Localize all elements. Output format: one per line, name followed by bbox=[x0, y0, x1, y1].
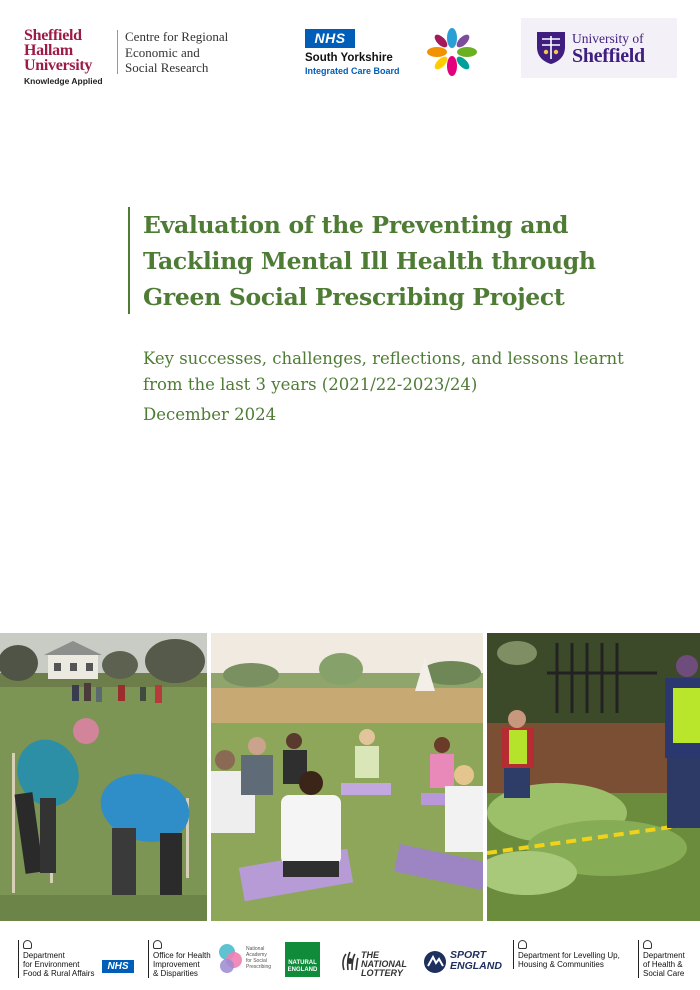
dhsc-line3: Social Care bbox=[643, 969, 685, 978]
royal-crest-icon bbox=[643, 940, 652, 949]
nasp-line3: for Social bbox=[246, 958, 267, 964]
funder-natural-england bbox=[285, 942, 320, 977]
shu-name-line1: Sheffield bbox=[24, 27, 82, 44]
dhsc-line1: Department bbox=[643, 951, 685, 960]
defra-line1: Department bbox=[23, 951, 65, 960]
funder-nhs: NHS bbox=[102, 960, 134, 973]
funder-dluhc bbox=[513, 940, 620, 969]
ohid-line3: & Disparities bbox=[153, 969, 198, 978]
cresr-name bbox=[125, 29, 228, 76]
nasp-circles-logo bbox=[218, 942, 244, 974]
lottery-line2: NATIONAL bbox=[361, 959, 407, 969]
defra-line3: Food & Rural Affairs bbox=[23, 969, 95, 978]
royal-crest-icon bbox=[153, 940, 162, 949]
dhsc-line2: of Health & bbox=[643, 960, 683, 969]
nhs-badge: NHS bbox=[305, 29, 355, 48]
lottery-line1: THE bbox=[361, 950, 379, 960]
university-shield-icon bbox=[536, 31, 566, 65]
funder-nasp bbox=[246, 946, 271, 970]
petal-flower-logo bbox=[424, 26, 480, 78]
nhs-sy-name: South Yorkshire bbox=[305, 52, 393, 64]
uos-line2: Sheffield bbox=[572, 45, 645, 67]
report-date: December 2024 bbox=[143, 405, 277, 424]
nasp-line4: Prescribing bbox=[246, 964, 272, 970]
funder-ohid bbox=[148, 940, 211, 978]
title-accent-rule bbox=[128, 207, 130, 314]
se-line2: ENGLAND bbox=[450, 960, 502, 972]
funder-defra bbox=[18, 940, 94, 978]
report-subtitle: Key successes, challenges, reflections, and lessons learnt from the last 3 years (2021/22-2023/24) bbox=[143, 349, 624, 394]
shu-logo bbox=[24, 28, 103, 86]
dluhc-line1: Department for Levelling Up, bbox=[518, 951, 620, 960]
funder-sport-england bbox=[450, 950, 502, 972]
cresr-line1: Centre for Regional bbox=[125, 29, 229, 44]
nasp-line2: Academy bbox=[246, 952, 267, 958]
ne-line2: ENGLAND bbox=[287, 967, 318, 973]
nasp-line1: National bbox=[246, 946, 265, 952]
cresr-line3: Social Research bbox=[125, 60, 209, 75]
funder-national-lottery bbox=[361, 951, 407, 978]
funder-dhsc bbox=[638, 940, 685, 978]
dluhc-line2: Housing & Communities bbox=[518, 960, 604, 969]
photo-tree-planting bbox=[0, 633, 207, 921]
shu-name-line2: Hallam bbox=[24, 42, 73, 59]
se-line1: SPORT bbox=[450, 949, 486, 961]
royal-crest-icon bbox=[518, 940, 527, 949]
shu-name-line3: University bbox=[24, 57, 93, 74]
photo-woodland-work bbox=[487, 633, 700, 921]
lottery-hand-icon bbox=[341, 950, 359, 972]
nhs-sy-subtitle: Integrated Care Board bbox=[305, 66, 400, 76]
uos-wordmark bbox=[572, 32, 645, 66]
royal-crest-icon bbox=[23, 940, 32, 949]
cresr-line2: Economic and bbox=[125, 44, 200, 60]
photo-outdoor-yoga bbox=[211, 633, 483, 921]
uos-line1: University of bbox=[572, 31, 644, 46]
ohid-line1: Office for Health bbox=[153, 951, 211, 960]
shu-tagline: Knowledge Applied bbox=[24, 76, 103, 86]
sport-england-icon bbox=[423, 950, 447, 974]
report-title: Evaluation of the Preventing and Tackling Mental Ill Health through Green Social Prescribing Project bbox=[143, 211, 596, 311]
shu-divider bbox=[117, 30, 118, 74]
ne-line1: NATURAL bbox=[288, 960, 317, 966]
ohid-line2: Improvement bbox=[153, 960, 200, 969]
defra-line2: for Environment bbox=[23, 960, 80, 969]
lottery-line3: LOTTERY bbox=[361, 968, 403, 978]
